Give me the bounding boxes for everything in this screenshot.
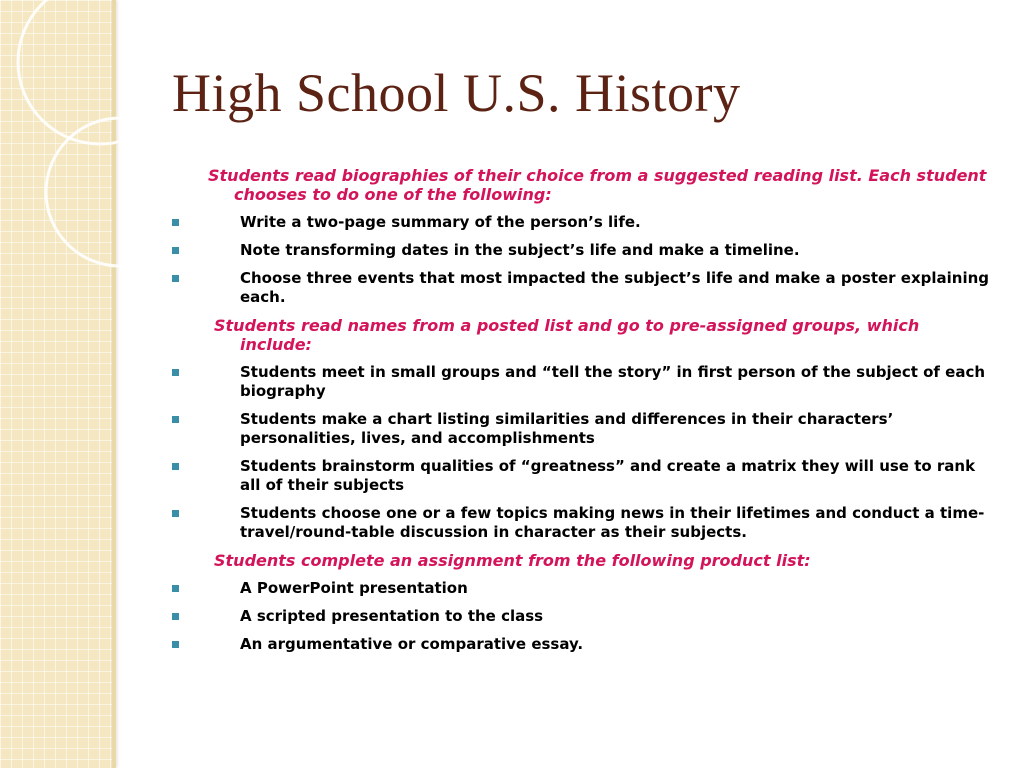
bullet-item [166, 410, 994, 448]
square-bullet-icon [172, 247, 179, 254]
bullet-item [166, 269, 994, 307]
square-bullet-icon [172, 369, 179, 376]
bullet-item [166, 607, 994, 626]
slide-content [166, 166, 994, 663]
bullet-item [166, 241, 994, 260]
square-bullet-icon [172, 585, 179, 592]
square-bullet-icon [172, 416, 179, 423]
bullet-item [166, 363, 994, 401]
square-bullet-icon [172, 613, 179, 620]
bullet-text: Write a two-page summary of the person’s life. [240, 213, 641, 231]
bullet-text: A PowerPoint presentation [240, 579, 468, 597]
bullet-item [166, 504, 994, 542]
slide-title: High School U.S. History [172, 63, 741, 123]
bullet-item [166, 213, 994, 232]
bullet-item [166, 579, 994, 598]
intro-paragraph: Students complete an assignment from the following product list: [214, 551, 811, 570]
bullet-text: Note transforming dates in the subject’s life and make a timeline. [240, 241, 800, 259]
bullet-text: Students choose one or a few topics making news in their lifetimes and conduct a time-travel/round-table discussion in character as their subjects. [240, 504, 985, 541]
bullet-text: A scripted presentation to the class [240, 607, 544, 625]
square-bullet-icon [172, 510, 179, 517]
bullet-item [166, 635, 994, 654]
bullet-text: Students brainstorm qualities of “greatness” and create a matrix they will use to rank all of their subjects [240, 457, 976, 494]
bullet-text: An argumentative or comparative essay. [240, 635, 584, 653]
square-bullet-icon [172, 219, 179, 226]
square-bullet-icon [172, 275, 179, 282]
bullet-text: Choose three events that most impacted the subject’s life and make a poster explaining each. [240, 269, 990, 306]
intro-paragraph: Students read biographies of their choice from a suggested reading list. Each student chooses to do one of the following: [208, 166, 987, 204]
square-bullet-icon [172, 641, 179, 648]
bullet-text: Students meet in small groups and “tell the story” in first person of the subject of each biography [240, 363, 986, 400]
bullet-text: Students make a chart listing similarities and differences in their characters’ personalities, lives, and accomplishments [240, 410, 894, 447]
square-bullet-icon [172, 463, 179, 470]
decorative-circle-large [18, 0, 182, 144]
bullet-item [166, 457, 994, 495]
intro-paragraph: Students read names from a posted list and go to pre-assigned groups, which include: [214, 316, 920, 354]
